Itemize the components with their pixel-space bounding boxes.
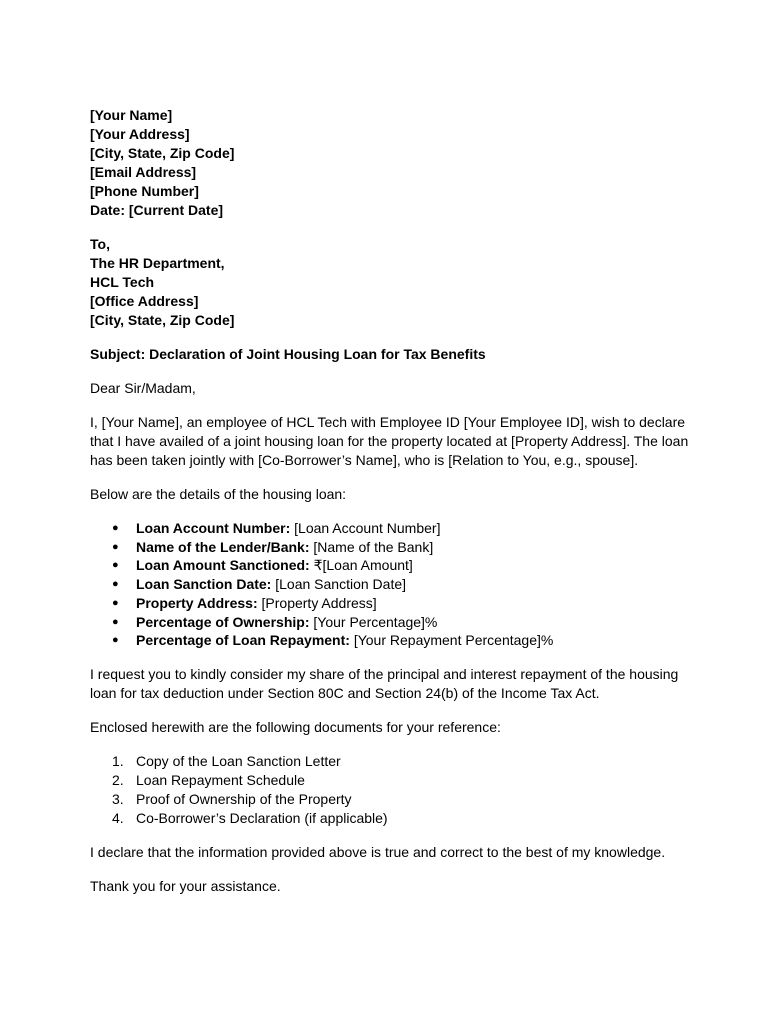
bullet-icon: ● [112, 615, 119, 628]
list-item [90, 631, 690, 650]
detail-value: [Loan Sanction Date] [271, 576, 407, 593]
recipient-company: HCL Tech [90, 274, 155, 290]
detail-label: Percentage of Loan Repayment: [136, 632, 350, 649]
bullet-icon: ● [112, 596, 119, 609]
recipient-city: [City, State, Zip Code] [90, 312, 235, 328]
list-item [90, 556, 690, 575]
detail-value: [Loan Account Number] [290, 520, 441, 536]
letter-page [90, 106, 690, 896]
list-item [90, 809, 690, 828]
document-text: Loan Repayment Schedule [136, 771, 305, 788]
sender-email: [Email Address] [90, 164, 197, 180]
list-number: 1. [112, 752, 124, 769]
detail-value: [Property Address] [257, 594, 377, 611]
list-item [90, 752, 690, 771]
letter-date: Date: [Current Date] [90, 202, 224, 218]
list-item [90, 538, 690, 557]
detail-label: Loan Account Number: [136, 520, 291, 536]
sender-address: [Your Address] [90, 126, 190, 142]
list-item [90, 575, 690, 594]
declaration-paragraph: I declare that the information provided above is true and correct to the best of my knowledge. [90, 843, 666, 860]
sender-city: [City, State, Zip Code] [90, 145, 235, 161]
detail-label: Percentage of Ownership: [136, 613, 310, 630]
bullet-icon: ● [112, 559, 119, 572]
recipient-block [90, 235, 690, 330]
list-number: 2. [112, 771, 124, 788]
recipient-department: The HR Department, [90, 255, 225, 271]
document-text: Co-Borrower’s Declaration (if applicable) [136, 809, 388, 826]
sender-name: [Your Name] [90, 107, 173, 123]
bullet-icon: ● [112, 540, 119, 553]
list-item [90, 519, 690, 538]
sender-block [90, 106, 690, 220]
list-item [90, 594, 690, 613]
detail-label: Property Address: [136, 594, 258, 611]
list-item [90, 790, 690, 809]
request-paragraph: I request you to kindly consider my share of the principal and interest repayment of the housing loan for tax deduction under Section 80C and Section 24(b) of the Income Tax Act. [90, 665, 679, 701]
recipient-to: To, [90, 236, 110, 252]
detail-label: Loan Amount Sanctioned: [136, 557, 310, 574]
document-text: Copy of the Loan Sanction Letter [136, 752, 341, 769]
loan-details-list [90, 519, 690, 650]
documents-intro: Enclosed herewith are the following documents for your reference: [90, 718, 501, 735]
detail-label: Loan Sanction Date: [136, 576, 272, 593]
list-item [90, 771, 690, 790]
documents-list [90, 752, 690, 828]
recipient-office: [Office Address] [90, 293, 199, 309]
salutation: Dear Sir/Madam, [90, 380, 196, 396]
detail-value: [Your Repayment Percentage]% [349, 632, 554, 649]
bullet-icon: ● [112, 634, 119, 647]
list-number: 4. [112, 809, 124, 826]
list-number: 3. [112, 790, 124, 807]
detail-value: [Name of the Bank] [309, 538, 434, 555]
details-intro: Below are the details of the housing loan: [90, 486, 347, 502]
bullet-icon: ● [112, 578, 119, 591]
closing-line: Thank you for your assistance. [90, 877, 281, 894]
detail-value: [Your Percentage]% [309, 613, 438, 630]
bullet-icon: ● [112, 522, 119, 534]
detail-label: Name of the Lender/Bank: [136, 538, 310, 555]
list-item [90, 613, 690, 632]
subject-line: Subject: Declaration of Joint Housing Loan for Tax Benefits [90, 346, 486, 362]
sender-phone: [Phone Number] [90, 183, 199, 199]
document-text: Proof of Ownership of the Property [136, 790, 352, 807]
detail-value: ₹[Loan Amount] [309, 557, 413, 574]
intro-paragraph: I, [Your Name], an employee of HCL Tech with Employee ID [Your Employee ID], wish to declare that I have availed of a joint housing loan for the property located at [Property Address]. The loan has been taken jointly with [Co-Borrower’s Name], who is [Relation to You, e.g., spouse]. [90, 414, 689, 468]
